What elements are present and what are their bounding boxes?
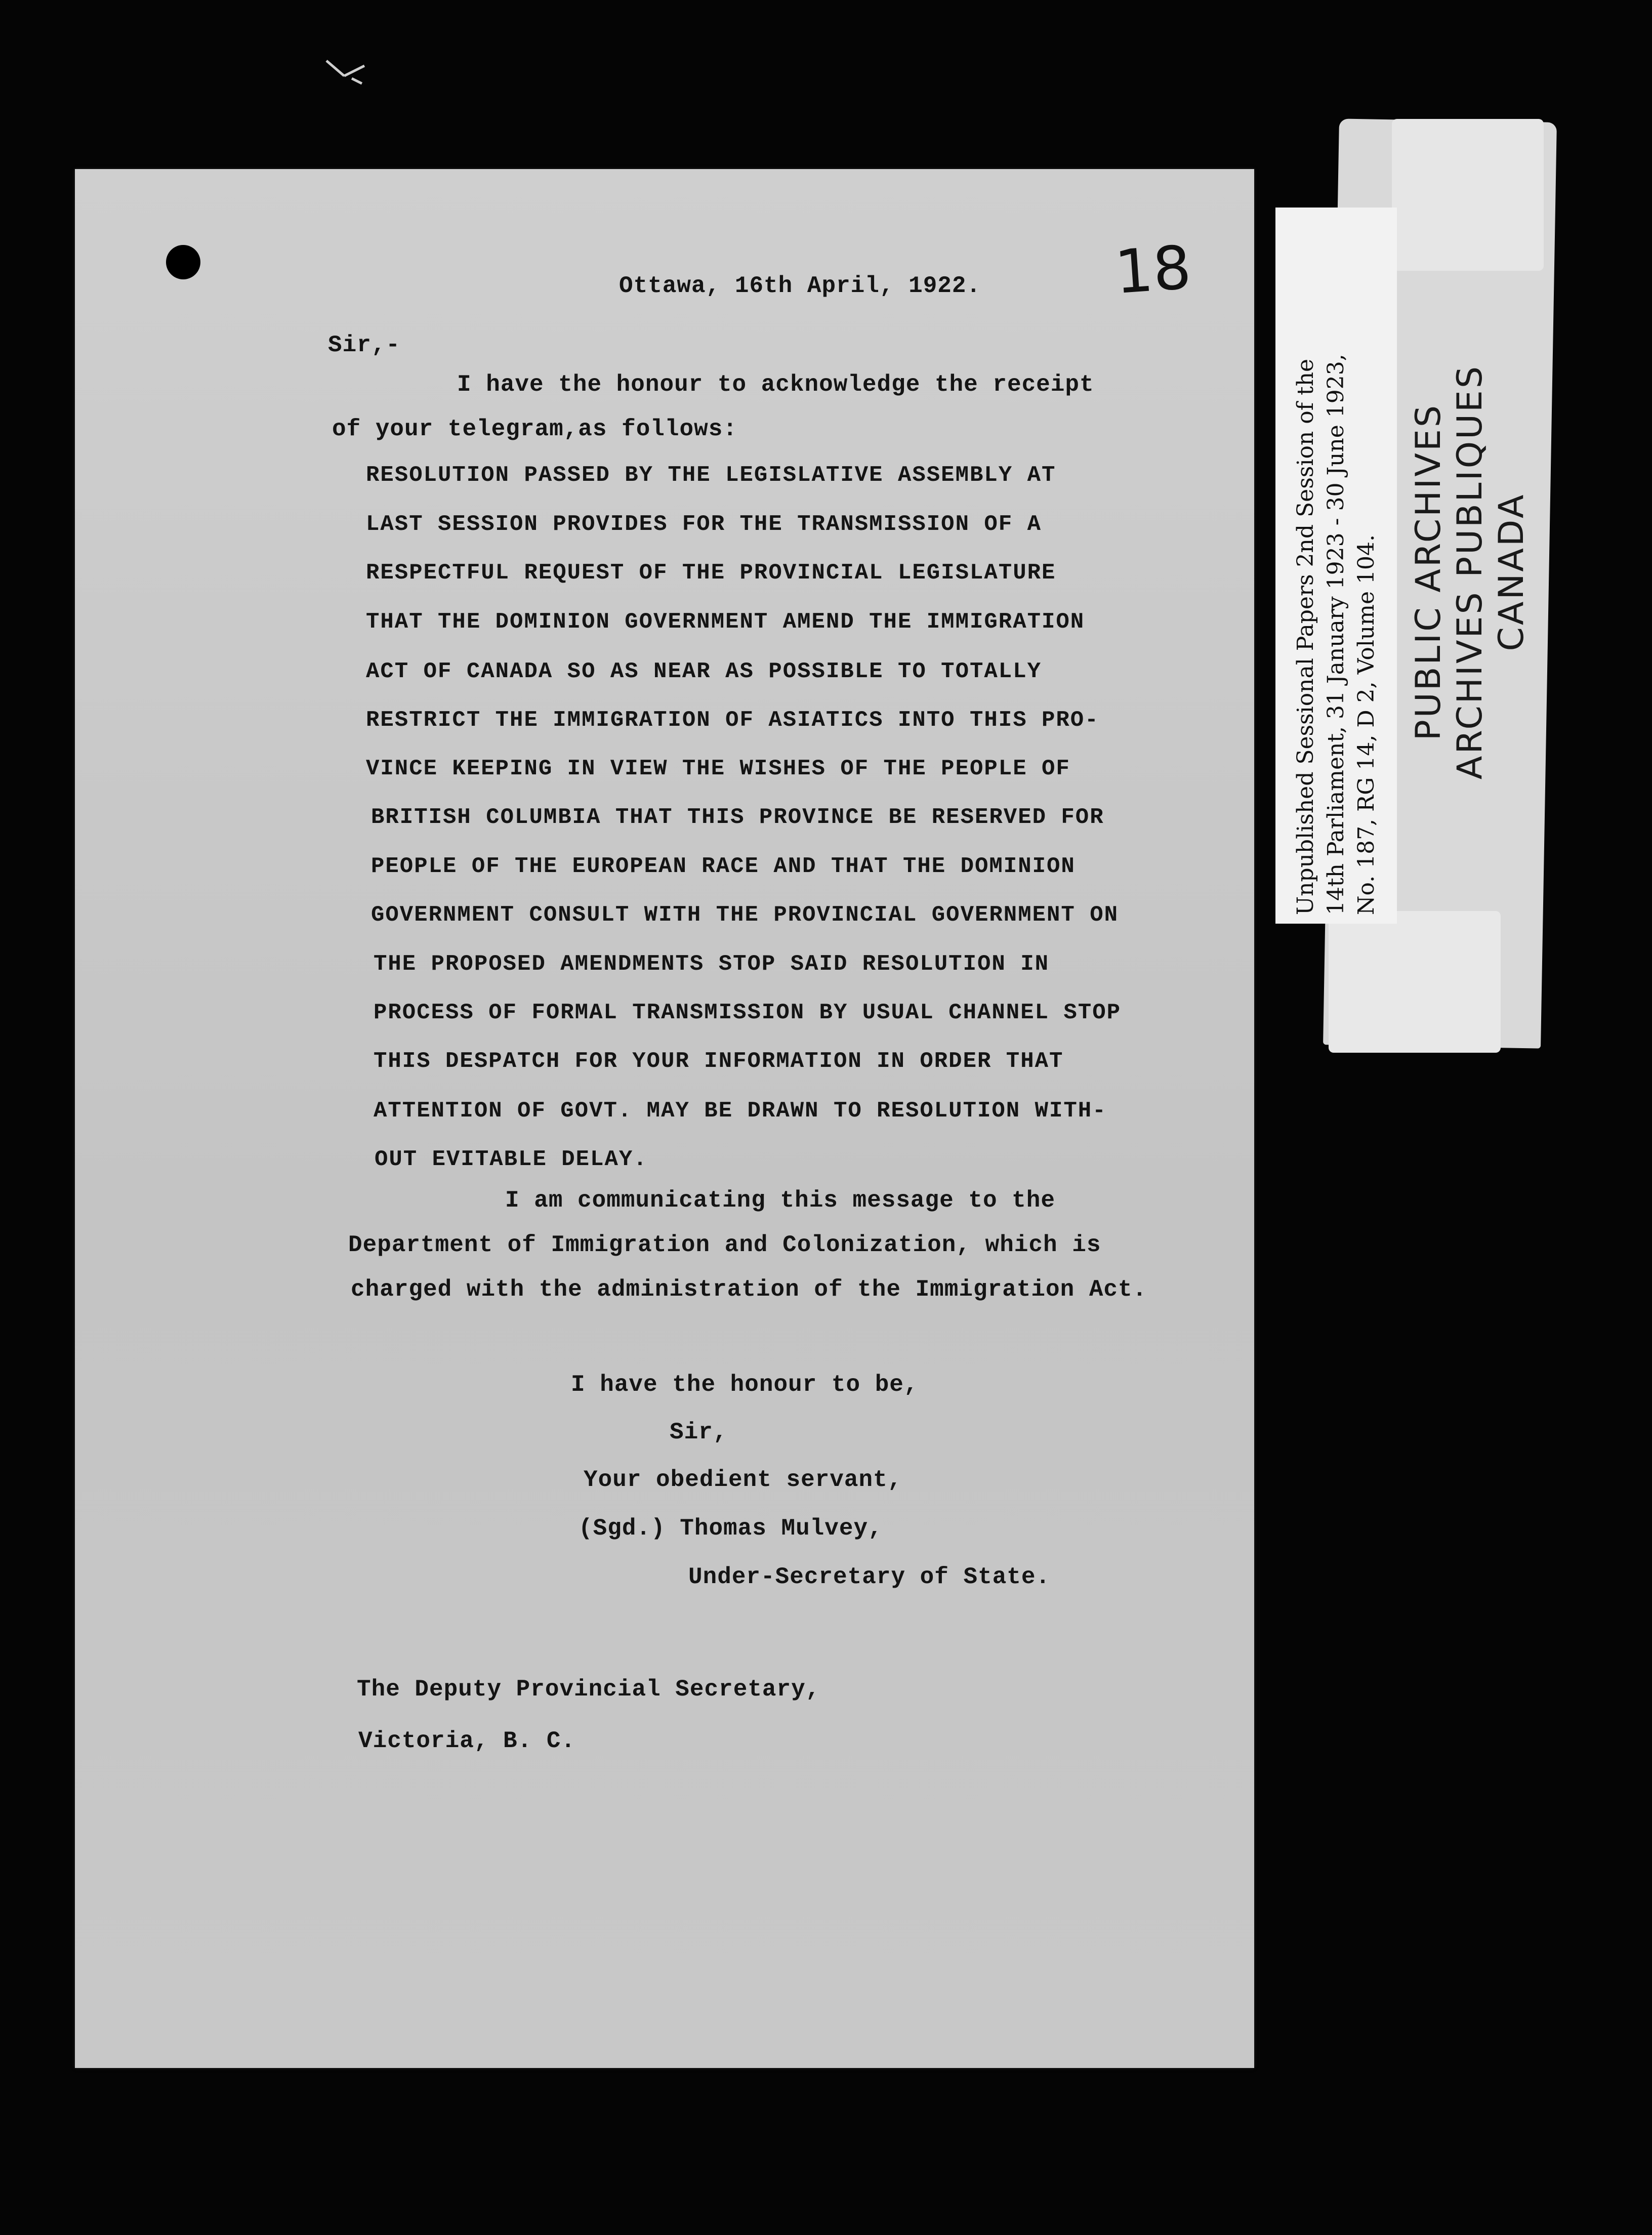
signature-title: Under-Secretary of State. bbox=[688, 1564, 1051, 1590]
telegram-line: VINCE KEEPING IN VIEW THE WISHES OF THE PEOPLE OF bbox=[366, 756, 1070, 781]
telegram-line: PROCESS OF FORMAL TRANSMISSION BY USUAL CHANNEL STOP bbox=[374, 1000, 1122, 1025]
telegram-line: THIS DESPATCH FOR YOUR INFORMATION IN ORDER THAT bbox=[374, 1049, 1064, 1074]
signature: (Sgd.) Thomas Mulvey, bbox=[579, 1515, 883, 1542]
letter-page bbox=[75, 169, 1254, 2068]
closing-line-1: I have the honour to be, bbox=[571, 1372, 919, 1398]
archive-tab-top bbox=[1392, 119, 1544, 271]
telegram-line: OUT EVITABLE DELAY. bbox=[375, 1147, 648, 1172]
archive-label bbox=[1275, 208, 1397, 924]
archive-stamp-text: PUBLIC ARCHIVES ARCHIVES PUBLIQUES CANADA bbox=[1409, 364, 1532, 780]
telegram-line: RESTRICT THE IMMIGRATION OF ASIATICS INTO THIS PRO- bbox=[366, 708, 1099, 733]
archive-tab-bottom bbox=[1329, 911, 1501, 1053]
letter-date: Ottawa, 16th April, 1922. bbox=[619, 273, 981, 299]
telegram-line: GOVERNMENT CONSULT WITH THE PROVINCIAL GOVERNMENT ON bbox=[371, 902, 1119, 928]
telegram-line: BRITISH COLUMBIA THAT THIS PROVINCE BE RESERVED FOR bbox=[371, 805, 1104, 830]
telegram-line: RESPECTFUL REQUEST OF THE PROVINCIAL LEGISLATURE bbox=[366, 560, 1056, 586]
punch-hole bbox=[166, 245, 200, 279]
closing-line-3: Your obedient servant, bbox=[584, 1467, 902, 1493]
page-number: 18 bbox=[1112, 232, 1193, 308]
corner-mark bbox=[324, 56, 369, 86]
telegram-line: ACT OF CANADA SO AS NEAR AS POSSIBLE TO TOTALLY bbox=[366, 659, 1042, 684]
telegram-line: RESOLUTION PASSED BY THE LEGISLATIVE ASSEMBLY AT bbox=[366, 463, 1056, 488]
telegram-line: LAST SESSION PROVIDES FOR THE TRANSMISSION OF A bbox=[366, 512, 1042, 537]
archive-stamp bbox=[1387, 324, 1554, 820]
salutation: Sir,- bbox=[328, 332, 401, 358]
addressee-line-1: The Deputy Provincial Secretary, bbox=[357, 1676, 820, 1703]
addressee-line-2: Victoria, B. C. bbox=[358, 1728, 576, 1754]
telegram-line: ATTENTION OF GOVT. MAY BE DRAWN TO RESOLUTION WITH- bbox=[374, 1098, 1107, 1124]
intro-line-1: I have the honour to acknowledge the receipt bbox=[457, 371, 1094, 398]
archive-label-text: Unpublished Sessional Papers 2nd Session of the 14th Parliament, 31 January 1923 - 30 June 1923, No. 187, RG 14, D 2, Volume 104. bbox=[1293, 353, 1379, 915]
telegram-line: THAT THE DOMINION GOVERNMENT AMEND THE IMMIGRATION bbox=[366, 609, 1085, 635]
body-line-2: Department of Immigration and Colonization, which is bbox=[348, 1232, 1101, 1258]
body-line-1: I am communicating this message to the bbox=[505, 1187, 1055, 1214]
telegram-line: THE PROPOSED AMENDMENTS STOP SAID RESOLUTION IN bbox=[374, 951, 1050, 977]
body-line-3: charged with the administration of the Immigration Act. bbox=[351, 1276, 1147, 1303]
telegram-line: PEOPLE OF THE EUROPEAN RACE AND THAT THE DOMINION bbox=[371, 854, 1076, 879]
closing-line-2: Sir, bbox=[670, 1419, 728, 1445]
intro-line-2: of your telegram,as follows: bbox=[332, 416, 737, 442]
